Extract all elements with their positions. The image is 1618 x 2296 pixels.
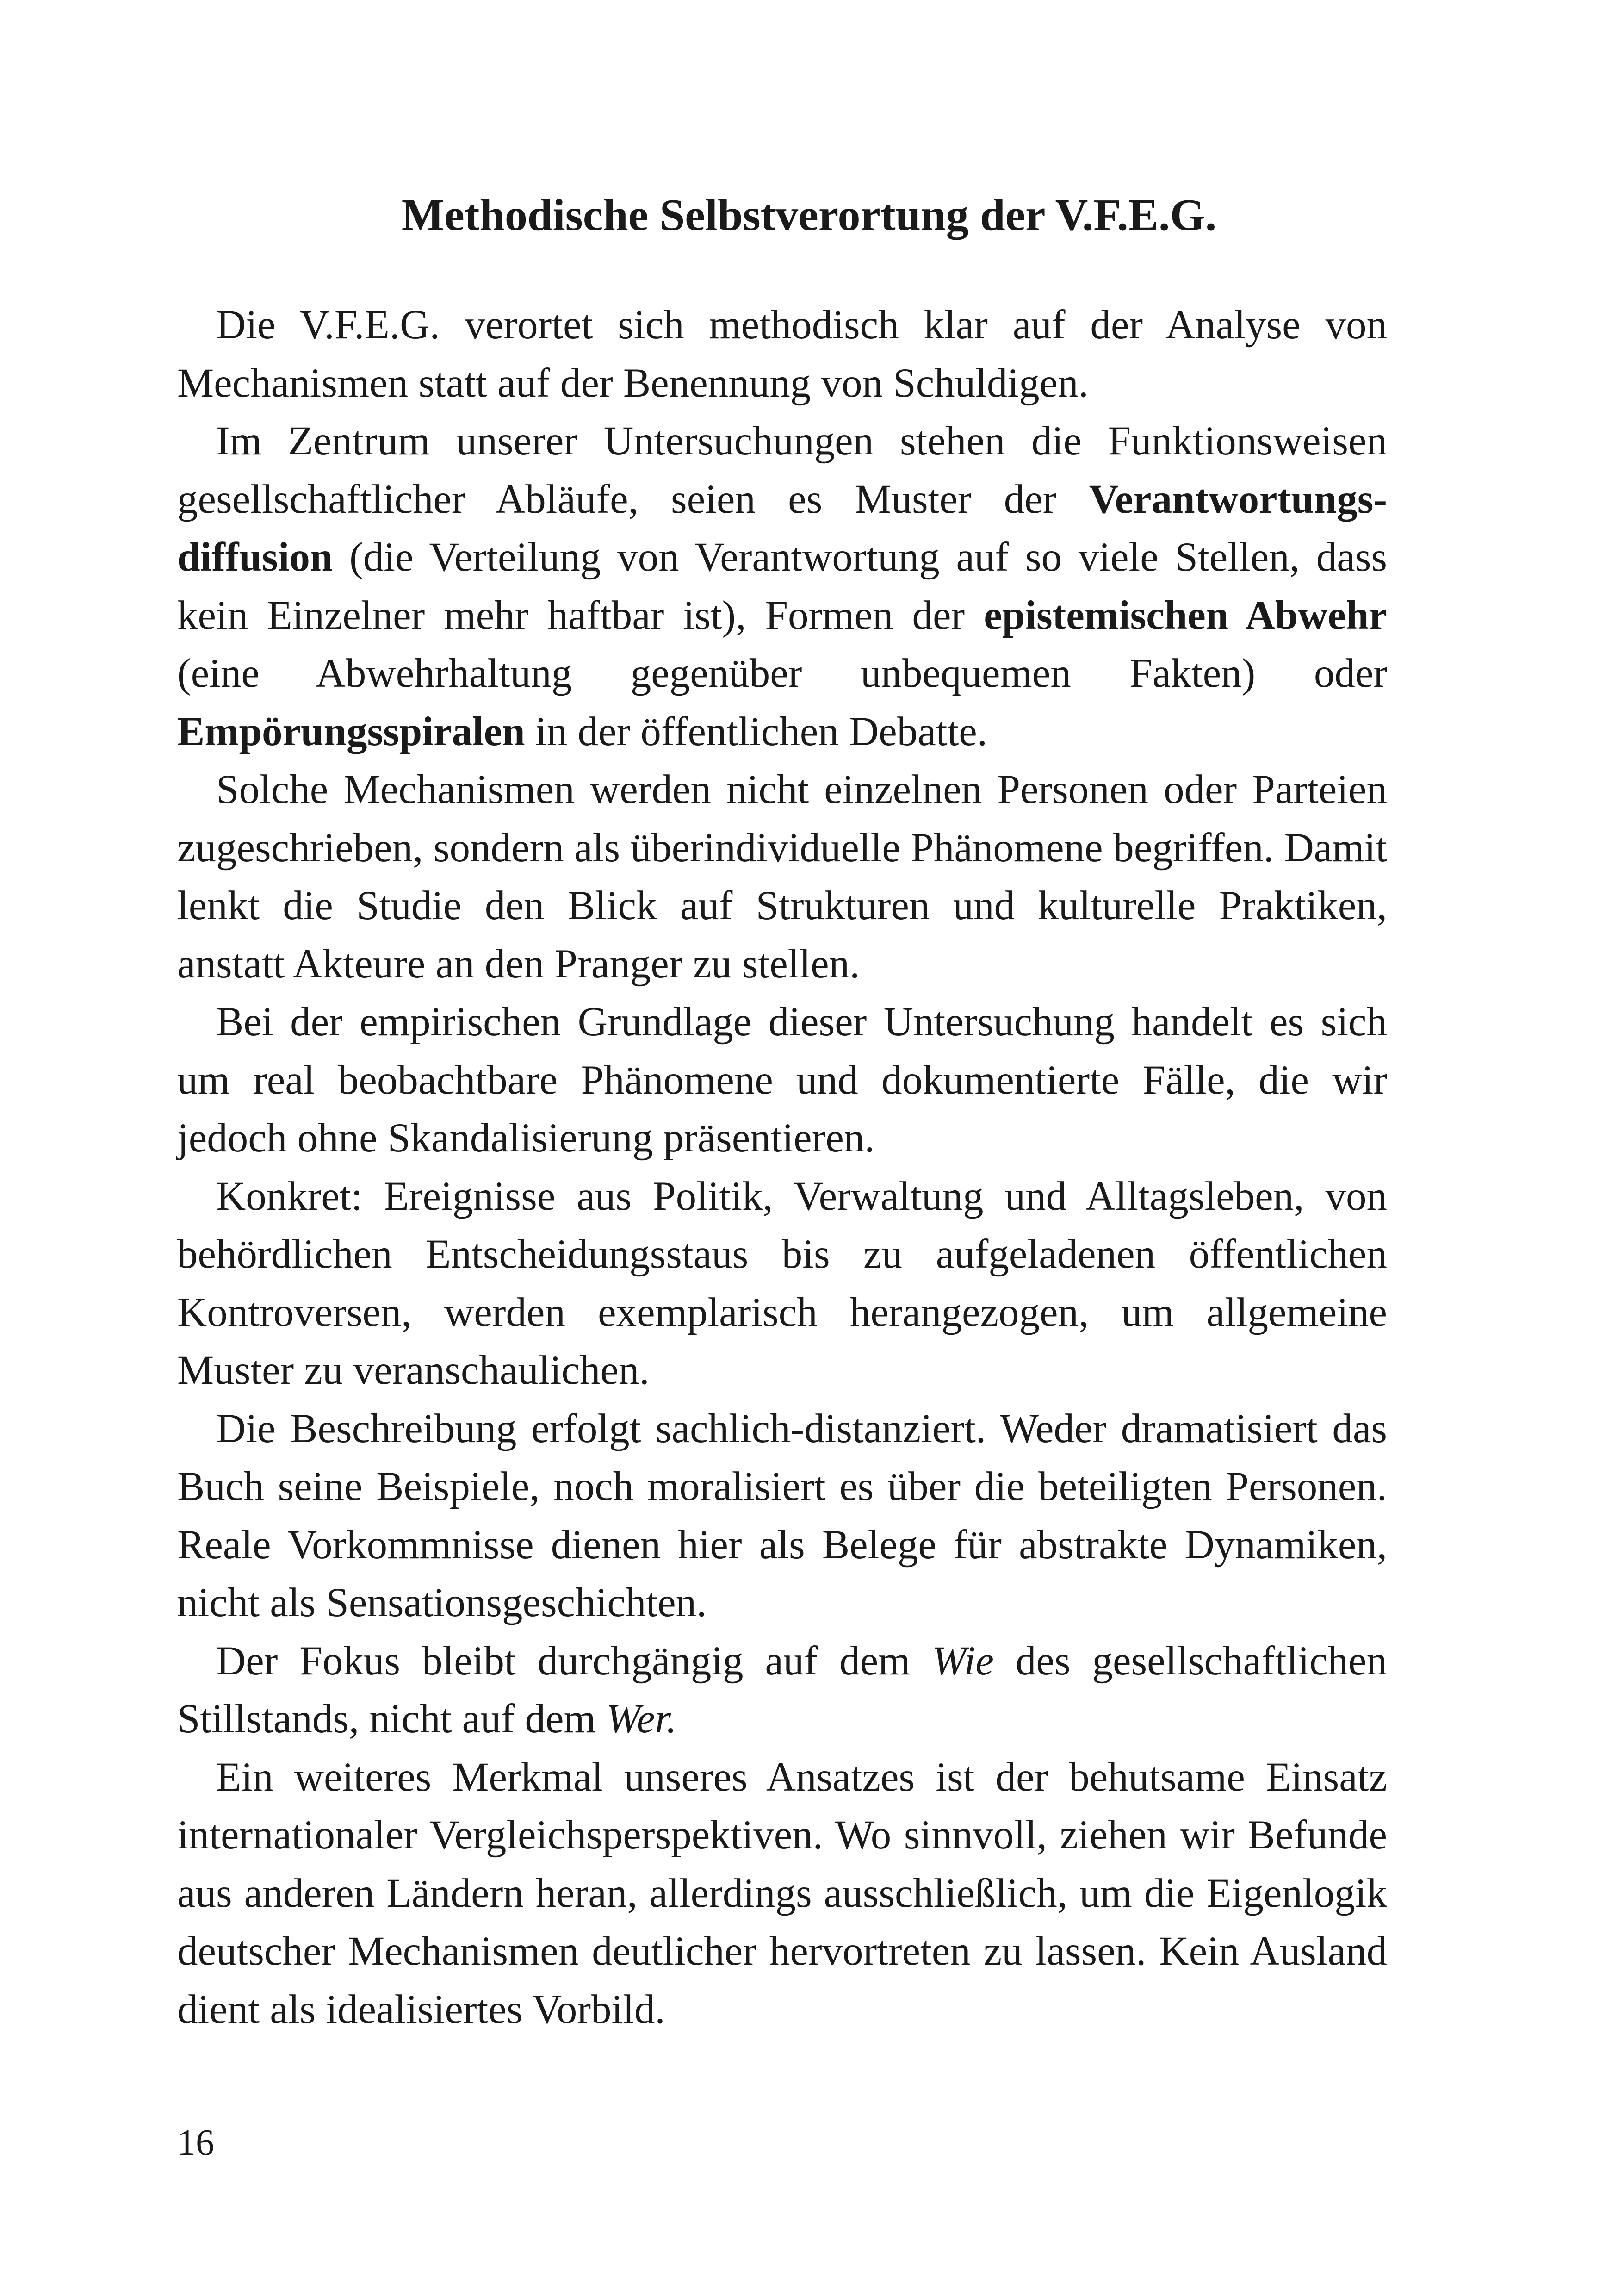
paragraph-2-text-2: (die Verteilung von Verantwortung auf so viele Stellen, dass kein Einzelner mehr haftbar ist), Formen der xyxy=(177,535,1387,638)
page-number: 16 xyxy=(177,2122,214,2163)
paragraph-7-text-1: Der Fokus bleibt durchgängig auf dem xyxy=(216,1638,932,1684)
paragraph-2-text-3: (eine Abwehrhaltung gegenüber unbequemen Fakten) oder xyxy=(177,651,1387,696)
paragraph-3: Solche Mechanismen werden nicht einzelnen Personen oder Parteien zugeschrieben, sondern als überindividuelle Phänomene begriffen. Damit lenkt die Studie den Blick auf Strukturen und kulturelle Praktiken, anstatt Akteure an den Pranger zu stellen. xyxy=(177,767,1387,987)
paragraph-2 xyxy=(177,412,1387,761)
body-text xyxy=(177,296,1387,2039)
emphasis-wer: Wer. xyxy=(606,1696,677,1742)
paragraph-2-text-1: Im Zentrum unserer Untersuchungen stehen die Funktionsweisen gesellschaftlicher Abläufe, seien es Muster der xyxy=(177,418,1387,522)
paragraph-7 xyxy=(177,1632,1387,1748)
term-epistemische-abwehr: epistemischen Abwehr xyxy=(984,592,1387,638)
term-verantwortungsdiffusion: Verantwortungsdiffusion xyxy=(177,476,1387,580)
paragraph-8: Ein weiteres Merkmal unseres Ansatzes ist der behutsame Einsatz internationaler Vergleichsperspektiven. Wo sinnvoll, ziehen wir Befunde aus anderen Ländern heran, allerdings ausschließlich, um die Eigenlogik deutscher Mechanismen deutlicher hervortreten zu lassen. Kein Ausland dient als idealisiertes Vorbild. xyxy=(177,1754,1387,2032)
section-title: Methodische Selbstverortung der V.F.E.G. xyxy=(401,190,1217,240)
paragraph-5: Konkret: Ereignisse aus Politik, Verwaltung und Alltagsleben, von behördlichen Entscheidungsstaus bis zu aufgeladenen öffentlichen Kontroversen, werden exemplarisch herangezogen, um allgemeine Muster zu veranschaulichen. xyxy=(177,1173,1387,1393)
paragraph-7-text-2: des gesellschaftlichen Stillstands, nicht auf dem xyxy=(177,1638,1388,1742)
emphasis-wie: Wie xyxy=(932,1638,994,1684)
paragraph-2-text-4: in der öffentlichen Debatte. xyxy=(525,709,987,754)
paragraph-4: Bei der empirischen Grundlage dieser Untersuchung handelt es sich um real beobachtbare Phänomene und dokumentierte Fälle, die wir jedoch ohne Skandalisierung präsentieren. xyxy=(177,999,1387,1161)
paragraph-6: Die Beschreibung erfolgt sachlich-distanziert. Weder dramatisiert das Buch seine Beispiele, noch moralisiert es über die beteiligten Personen. Reale Vorkommnisse dienen hier als Belege für abstrakte Dynamiken, nicht als Sensationsgeschichten. xyxy=(177,1406,1387,1625)
term-empoerungsspiralen: Empörungsspiralen xyxy=(177,709,525,754)
paragraph-1: Die V.F.E.G. verortet sich methodisch klar auf der Analyse von Mechanismen statt auf der Benennung von Schuldigen. xyxy=(177,302,1387,406)
